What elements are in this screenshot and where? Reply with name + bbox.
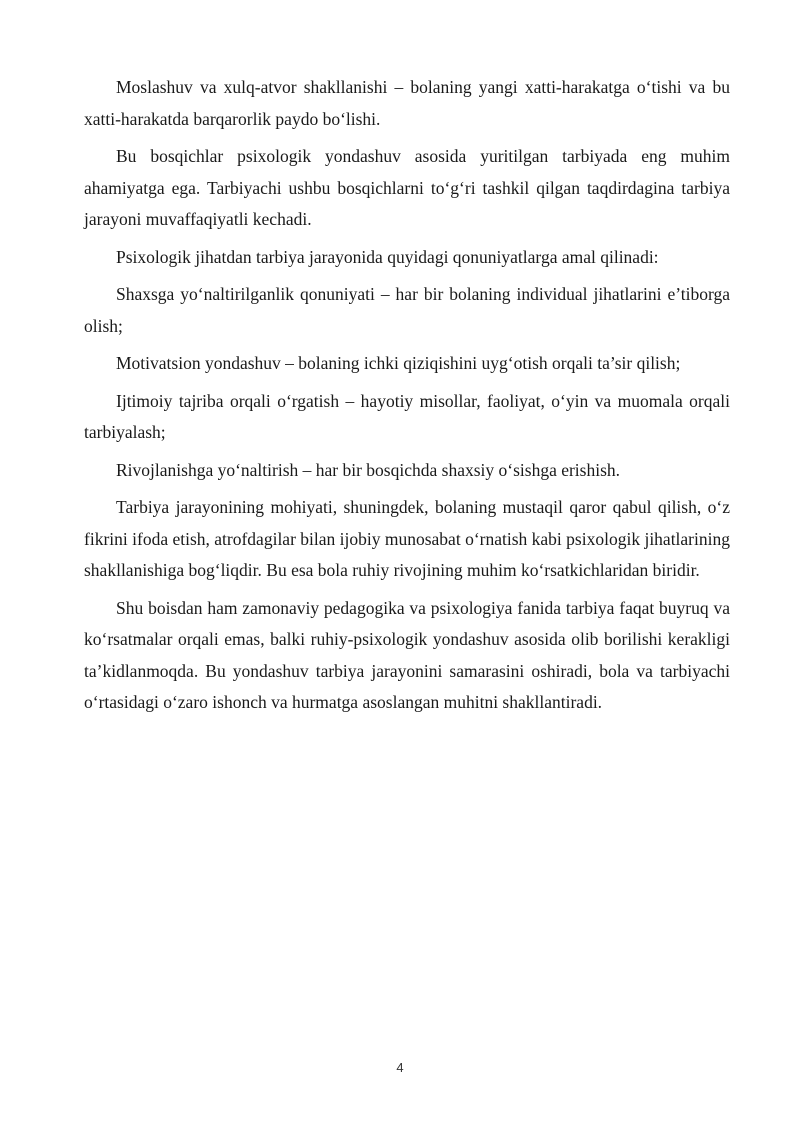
paragraph-essence-of-upbringing: Tarbiya jarayonining mohiyati, shuningdek, bolaning mustaqil qaror qabul qilish, o‘z fikrini ifoda etish, atrofdagilar bilan ijobiy munosabat o‘rnatish kabi psixologik jihatlarining shakllanishiga bog‘liqdir. Bu esa bola ruhiy rivojining muhim ko‘rsatkichlaridan biridir. [84, 497, 730, 580]
paragraph-principles-intro: Psixologik jihatdan tarbiya jarayonida quyidagi qonuniyatlarga amal qilinadi: [116, 246, 659, 267]
paragraph-motivational-approach: Motivatsion yondashuv – bolaning ichki qiziqishini uyg‘otish orqali ta’sir qilish; [116, 353, 681, 373]
paragraph-modern-pedagogy: Shu boisdan ham zamonaviy pedagogika va psixologiya fanida tarbiya faqat buyruq va ko‘rsatmalar orqali emas, balki ruhiy-psixologik yondashuv asosida olib borilishi kerakligi ta’kidlanmoqda. Bu yondashuv tarbiya jarayonini samarasini oshiradi, bola va tarbiyachi o‘rtasidagi o‘zaro ishonch va hurmatga asoslangan muhitni shakllantiradi. [84, 597, 730, 712]
paragraph-adaptation: Moslashuv va xulq-atvor shakllanishi – bolaning yangi xatti-harakatga o‘tishi va bu xatti-harakatda barqarorlik paydo bo‘lishi. [84, 77, 730, 129]
paragraph-personality-orientation: Shaxsga yo‘naltirilganlik qonuniyati – har bir bolaning individual jihatlarini e’tiborga olish; [84, 284, 730, 336]
page-number: 4 [396, 1060, 404, 1075]
paragraph-development-orientation: Rivojlanishga yo‘naltirish – har bir bosqichda shaxsiy o‘sishga erishish. [116, 459, 621, 480]
paragraph-social-experience: Ijtimoiy tajriba orqali o‘rgatish – hayotiy misollar, faoliyat, o‘yin va muomala orqali tarbiyalash; [84, 390, 730, 442]
page-body [84, 72, 730, 725]
paragraph-stages-importance: Bu bosqichlar psixologik yondashuv asosida yuritilgan tarbiyada eng muhim ahamiyatga ega. Tarbiyachi ushbu bosqichlarni to‘g‘ri tashkil qilgan taqdirdagina tarbiya jarayoni muvaffaqiyatli kechadi. [84, 146, 730, 229]
